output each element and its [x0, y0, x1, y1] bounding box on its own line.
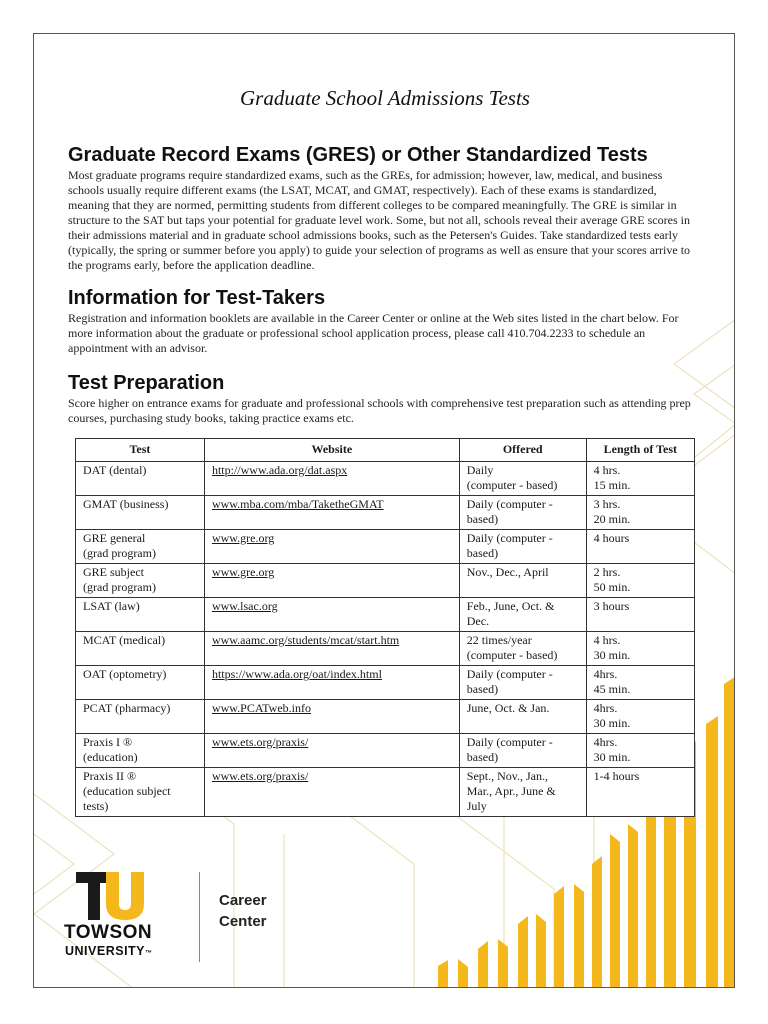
cell-website [204, 768, 459, 817]
cell-test-line: LSAT (law) [83, 599, 140, 613]
cell-test-line: OAT (optometry) [83, 667, 167, 681]
header-test: Test [76, 439, 205, 462]
cell-offered [459, 768, 586, 817]
table-row [76, 768, 695, 817]
cell-website [204, 632, 459, 666]
cell-length-line: 30 min. [593, 716, 631, 730]
table-row [76, 666, 695, 700]
cell-test-line: (education subject [83, 784, 171, 798]
website-link[interactable]: www.PCATweb.info [211, 701, 311, 715]
cell-length [586, 666, 694, 700]
cell-test-line: (grad program) [83, 546, 156, 560]
cell-length-line: 50 min. [593, 580, 631, 594]
cell-offered [459, 462, 586, 496]
cell-length [586, 598, 694, 632]
cell-offered-line: based) [466, 750, 499, 764]
cell-offered-line: July [466, 799, 487, 813]
cell-offered-line: Daily (computer - [466, 667, 553, 681]
header-length: Length of Test [586, 439, 694, 462]
cell-length-line: 4hrs. [593, 735, 618, 749]
cell-offered [459, 598, 586, 632]
cell-length-line: 30 min. [593, 648, 631, 662]
cell-test [76, 462, 205, 496]
cell-length-line: 4hrs. [593, 701, 618, 715]
cell-length [586, 734, 694, 768]
cell-length-line: 4 hrs. [593, 633, 621, 647]
cell-test-line: Praxis II ® [83, 769, 137, 783]
cell-length-line: 20 min. [593, 512, 631, 526]
cell-website [204, 666, 459, 700]
cell-offered [459, 530, 586, 564]
cell-offered [459, 734, 586, 768]
info-heading: Information for Test-Takers [68, 287, 326, 309]
cell-offered-line: based) [466, 546, 499, 560]
cell-length [586, 700, 694, 734]
cell-website [204, 496, 459, 530]
gres-paragraph: Most graduate programs require standardized exams, such as the GREs, for admission; however, law, medical, and business schools usually require different exams (the LSAT, MCAT, and GMAT, respectively). Each of these exams is standardized, meaning that they are normed, permitting students from different colleges to be compared meaningfully. The GRE is similar in structure to the SAT but taps your potential for graduate level work. Some, but not all, schools reveal their average GRE scores in their admissions material and in graduate school admissions books, such as the Petersen's Guides. Take standardized tests early (typically, the spring or summer before you apply) to guide your selection of programs as well as ensure that your scores arrive to the programs early, before the application deadline. [68, 168, 691, 272]
website-link[interactable]: www.aamc.org/students/mcat/start.htm [211, 633, 400, 647]
cell-test-line: PCAT (pharmacy) [83, 701, 171, 715]
cell-length-line: 15 min. [593, 478, 631, 492]
header-offered: Offered [459, 439, 586, 462]
cell-test [76, 530, 205, 564]
logo-university [65, 944, 153, 958]
cell-test [76, 768, 205, 817]
cell-test [76, 496, 205, 530]
cell-offered-line: June, Oct. & Jan. [466, 701, 550, 715]
cell-offered-line: 22 times/year [466, 633, 532, 647]
tests-table [75, 438, 695, 817]
cell-length [586, 632, 694, 666]
cell-test-line: GMAT (business) [83, 497, 169, 511]
cell-offered-line: Dec. [466, 614, 490, 628]
cell-length [586, 530, 694, 564]
cell-offered-line: Daily (computer - [466, 735, 553, 749]
cell-length-line: 3 hrs. [593, 497, 621, 511]
table-header-row [76, 439, 695, 462]
logo-university-text: UNIVERSITY [65, 944, 146, 958]
cell-length [586, 564, 694, 598]
website-link[interactable]: http://www.ada.org/dat.aspx [211, 463, 348, 477]
cell-length-line: 4 hrs. [593, 463, 621, 477]
cell-test [76, 666, 205, 700]
cell-length-line: 45 min. [593, 682, 631, 696]
cell-offered-line: based) [466, 512, 499, 526]
cell-length-line: 2 hrs. [593, 565, 621, 579]
cell-offered-line: Daily [466, 463, 494, 477]
cell-offered [459, 496, 586, 530]
cell-length-line: 4hrs. [593, 667, 618, 681]
cell-test-line: DAT (dental) [83, 463, 147, 477]
cell-test-line: GRE general [83, 531, 146, 545]
cell-length-line: 1-4 hours [593, 769, 640, 783]
table-body [76, 462, 695, 817]
gres-heading: Graduate Record Exams (GRES) or Other Standardized Tests [68, 144, 648, 166]
table-row [76, 564, 695, 598]
cell-test-line: (education) [83, 750, 138, 764]
cell-offered-line: Feb., June, Oct. & [466, 599, 555, 613]
cell-test [76, 632, 205, 666]
cell-length [586, 768, 694, 817]
prep-heading: Test Preparation [68, 372, 225, 394]
cell-offered-line: (computer - based) [466, 648, 558, 662]
cell-offered-line: based) [466, 682, 499, 696]
cell-test [76, 700, 205, 734]
table-row [76, 700, 695, 734]
cell-offered-line: Sept., Nov., Jan., [466, 769, 548, 783]
website-link[interactable]: https://www.ada.org/oat/index.html [211, 667, 382, 681]
cell-website [204, 734, 459, 768]
cell-offered [459, 666, 586, 700]
cell-test-line: (grad program) [83, 580, 156, 594]
cell-offered-line: Daily (computer - [466, 497, 553, 511]
website-link[interactable]: www.mba.com/mba/TaketheGMAT [211, 497, 384, 511]
page-frame [33, 33, 735, 988]
website-link[interactable]: www.gre.org [211, 531, 275, 545]
table-row [76, 734, 695, 768]
trademark-mark: ™ [145, 950, 153, 957]
cell-length-line: 4 hours [593, 531, 630, 545]
logo-divider [199, 872, 200, 962]
cell-website [204, 598, 459, 632]
page-title: Graduate School Admissions Tests [240, 86, 530, 110]
cell-website [204, 462, 459, 496]
career-center-label [219, 890, 267, 932]
cell-length-line: 3 hours [593, 599, 630, 613]
cell-test-line: GRE subject [83, 565, 144, 579]
cell-test-line: tests) [83, 799, 109, 813]
table-row [76, 598, 695, 632]
website-link[interactable]: www.ets.org/praxis/ [211, 735, 309, 749]
cell-offered-line: Daily (computer - [466, 531, 553, 545]
prep-paragraph: Score higher on entrance exams for graduate and professional schools with comprehensive test preparation such as attending prep courses, purchasing study books, taking practice exams etc. [68, 396, 691, 425]
cell-offered [459, 700, 586, 734]
website-link[interactable]: www.gre.org [211, 565, 275, 579]
cell-test [76, 564, 205, 598]
cell-offered-line: Mar., Apr., June & [466, 784, 556, 798]
cell-offered-line: (computer - based) [466, 478, 558, 492]
cell-length-line: 30 min. [593, 750, 631, 764]
cell-website [204, 530, 459, 564]
cell-length [586, 496, 694, 530]
center-text: Center [219, 913, 267, 930]
table-row [76, 530, 695, 564]
cell-length [586, 462, 694, 496]
header-website: Website [204, 439, 459, 462]
website-link[interactable]: www.ets.org/praxis/ [211, 769, 309, 783]
table-row [76, 462, 695, 496]
tu-logo-mark [76, 872, 146, 920]
table-row [76, 632, 695, 666]
cell-test-line: MCAT (medical) [83, 633, 166, 647]
website-link[interactable]: www.lsac.org [211, 599, 278, 613]
info-paragraph: Registration and information booklets are available in the Career Center or online at the Web sites listed in the chart below. For more information about the graduate or professional school application process, please call 410.704.2233 to schedule an appointment with an advisor. [68, 311, 679, 355]
career-text: Career [219, 892, 267, 909]
cell-website [204, 564, 459, 598]
cell-offered [459, 564, 586, 598]
cell-offered [459, 632, 586, 666]
cell-test-line: Praxis I ® [83, 735, 133, 749]
cell-offered-line: Nov., Dec., April [466, 565, 549, 579]
cell-test [76, 734, 205, 768]
cell-test [76, 598, 205, 632]
cell-website [204, 700, 459, 734]
table-row [76, 496, 695, 530]
logo-towson: TOWSON [64, 922, 153, 943]
